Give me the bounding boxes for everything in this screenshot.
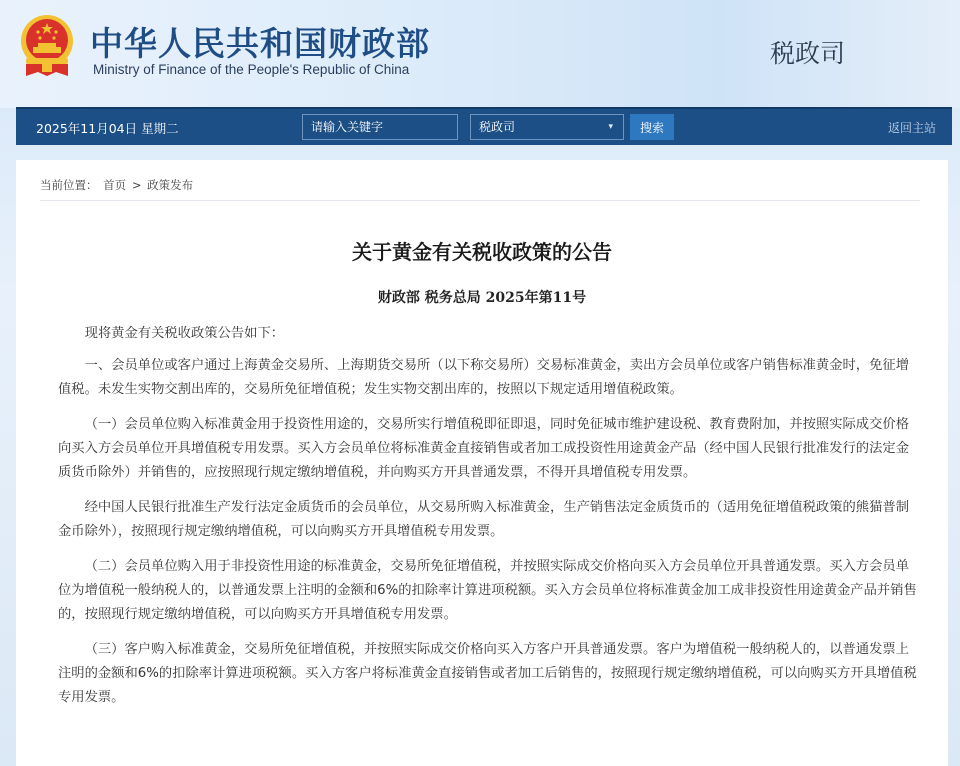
breadcrumb-separator: > — [131, 178, 142, 192]
site-subtitle: Ministry of Finance of the People's Republic of China — [93, 62, 410, 77]
department-name: 税政司 — [770, 39, 846, 68]
breadcrumb-policy-release[interactable]: 政策发布 — [147, 178, 194, 192]
paragraph-section-1-1-note: 经中国人民银行批准生产发行法定金质货币的会员单位，从交易所购入标准黄金，生产销售法定金质货币的（适用免征增值税政策的熊猫普制金币除外），按照现行规定缴纳增值税，可以向购买方开具增值税专用发票。 — [58, 500, 909, 539]
chevron-down-icon: ▾ — [608, 122, 613, 132]
article-panel — [16, 160, 948, 766]
site-title[interactable]: 中华人民共和国财政部 — [90, 24, 430, 63]
site-header — [0, 0, 960, 108]
paragraph-section-1-1: （一）会员单位购入标准黄金用于投资性用途的，交易所实行增值税即征即退，同时免征城市维护建设税、教育费附加，并按照实际成交价格向买入方会员单位开具增值税专用发票。买入方会员单位将标准黄金直接销售或者加工成投资性用途黄金产品（经中国人民银行批准发行的法定金质货币除外）并销售的，应按照现行规定缴纳增值税，并向购买方开具普通发票，不得开具增值税专用发票。 — [58, 417, 909, 480]
current-date: 2025年11月04日 星期二 — [36, 121, 179, 136]
paragraph-section-1-3: （三）客户购入标准黄金，交易所免征增值税，并按照实际成交价格向买入方客户开具普通发票。客户为增值税一般纳税人的，以普通发票上注明的金额和6%的扣除率计算进项税额。买入方客户将标准黄金直接销售或者加工后销售的，按照现行规定缴纳增值税，可以向购买方开具增值税专用发票。 — [58, 642, 917, 705]
paragraph-section-1: 一、会员单位或客户通过上海黄金交易所、上海期货交易所（以下称交易所）交易标准黄金，卖出方会员单位或客户销售标准黄金时，免征增值税。未发生实物交割出库的，交易所免征增值税；发生实物交割出库的，按照以下规定适用增值税政策。 — [58, 358, 909, 397]
breadcrumb — [40, 177, 195, 193]
breadcrumb-home[interactable]: 首页 — [103, 178, 127, 192]
paragraph-section-1-2: （二）会员单位购入用于非投资性用途的标准黄金，交易所免征增值税，并按照实际成交价格向买入方会员单位开具普通发票。买入方会员单位为增值税一般纳税人的，以普通发票上注明的金额和6%的扣除率计算进项税额。买入方会员单位将标准黄金加工成非投资性用途黄金产品并销售的，按照现行规定缴纳增值税，可以向购买方开具增值税专用发票。 — [58, 559, 917, 622]
top-navbar — [16, 107, 952, 145]
search-button[interactable]: 搜索 — [630, 114, 674, 140]
national-emblem-icon[interactable] — [18, 14, 76, 78]
category-select[interactable] — [470, 114, 624, 140]
search-input[interactable] — [302, 114, 458, 140]
document-issuer-number: 财政部 税务总局 2025年第11号 — [377, 290, 587, 306]
document-title: 关于黄金有关税收政策的公告 — [352, 240, 612, 264]
document-body — [58, 322, 918, 721]
return-home-link[interactable]: 返回主站 — [887, 121, 936, 135]
breadcrumb-divider — [40, 200, 920, 201]
paragraph-intro: 现将黄金有关税收政策公告如下： — [84, 326, 285, 341]
breadcrumb-label: 当前位置： — [40, 178, 98, 192]
category-selected-value: 税政司 — [479, 120, 516, 134]
